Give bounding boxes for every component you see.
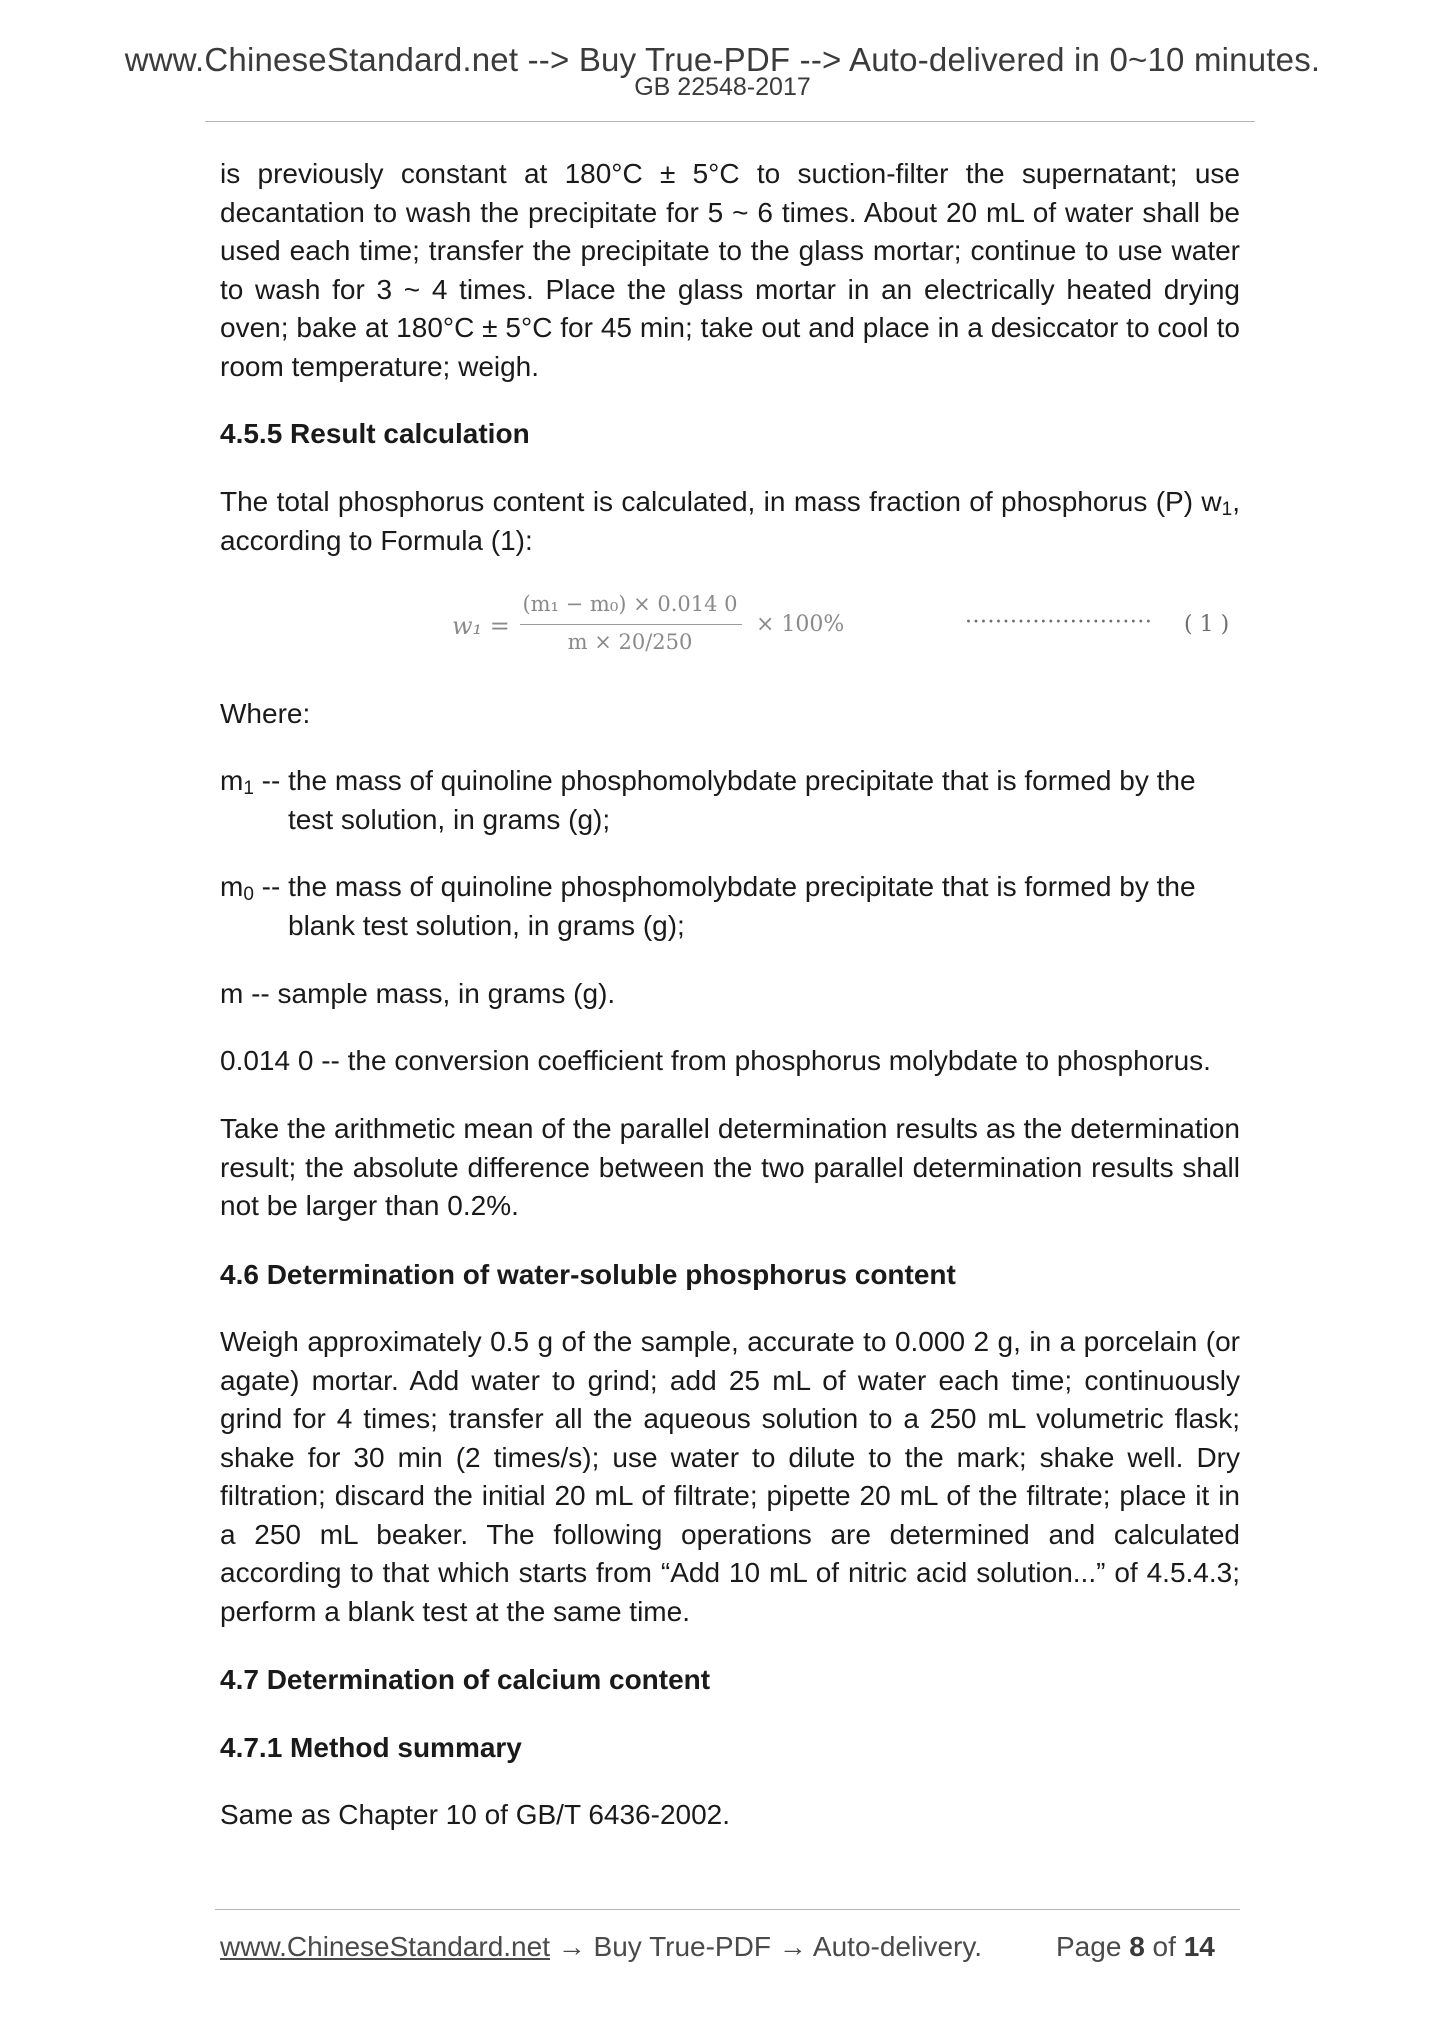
where-block <box>220 695 1240 734</box>
section-455 <box>220 415 1240 453</box>
water-paragraph: Weigh approximately 0.5 g of the sample, accurate to 0.000 2 g, in a porcelain (or agate) mortar. Add water to grind; add 25 mL of water each time; continuously grind for 4 times; transfer all the aqueous solution to a 250 mL volumetric flask; shake for 30 min (2 times/s); use water to dilute to the mark; shake well. Dry filtration; discard the initial 20 mL of filtrate; pipette 20 mL of the filtrate; place it in a 250 mL beaker. The following operations are determined and calculated according to that which starts from “Add 10 mL of nitric acid solution...” of 4.5.4.3; perform a blank test at the same time. <box>220 1326 1240 1627</box>
intro-paragraph: is previously constant at 180°C ± 5°C to suction-filter the supernatant; use decantation to wash the precipitate for 5 ~ 6 times. About 20 mL of water shall be used each time; transfer the precipitate to the glass mortar; continue to use water to wash for 3 ~ 4 times. Place the glass mortar in an electrically heated drying oven; bake at 180°C ± 5°C for 45 min; take out and place in a desiccator to cool to room temperature; weigh. <box>220 158 1240 382</box>
formula-lhs: w₁ = <box>452 612 510 640</box>
mean-block <box>220 1110 1240 1226</box>
definition-m <box>220 975 1250 1014</box>
def-m1-continuation: test solution, in grams (g); <box>288 803 611 835</box>
section-471 <box>220 1729 1240 1767</box>
formula-1 <box>450 592 1250 662</box>
def-m1-symbol: m <box>220 765 244 796</box>
calc-paragraph-sub: 1 <box>1221 499 1233 520</box>
footer-left <box>220 1929 982 1965</box>
formula-leader-dots: ························· <box>965 610 1153 635</box>
def-m0-sub: 0 <box>243 884 254 905</box>
def-m0-text: -- the mass of quinoline phosphomolybdate precipitate that is formed by the <box>253 871 1196 902</box>
calc-paragraph-post: , according to Formula (1): <box>220 486 1240 556</box>
calc-block <box>220 483 1240 560</box>
definition-m1 <box>220 762 1250 839</box>
footer-url-link[interactable]: www.ChineseStandard.net <box>220 1931 550 1962</box>
mean-paragraph: Take the arithmetic mean of the parallel determination results as the determination result; the absolute difference between the two parallel determination results shall not be larger than 0.2%. <box>220 1113 1240 1221</box>
calc-paragraph-pre: The total phosphorus content is calculated, in mass fraction of phosphorus (P) w <box>220 486 1222 517</box>
where-label: Where: <box>220 698 311 729</box>
def-coef-text: 0.014 0 -- the conversion coefficient from phosphorus molybdate to phosphorus. <box>220 1045 1211 1076</box>
formula-numerator: (m₁ − m₀) × 0.014 0 <box>522 592 738 616</box>
footer-tagline: → Buy True-PDF → Auto-delivery. <box>549 1931 983 1962</box>
method-block <box>220 1796 1240 1835</box>
of-label: of <box>1152 1931 1176 1962</box>
footer-divider <box>215 1909 1240 1910</box>
formula-multiplier: × 100% <box>756 612 845 637</box>
heading-4-5-5: 4.5.5 Result calculation <box>220 418 530 449</box>
page-indicator <box>1056 1929 1215 1965</box>
heading-4-7-1: 4.7.1 Method summary <box>220 1732 522 1763</box>
heading-4-7: 4.7 Determination of calcium content <box>220 1664 711 1695</box>
section-46 <box>220 1256 1240 1294</box>
page-label: Page <box>1056 1931 1122 1962</box>
header-banner: www.ChineseStandard.net --> Buy True-PDF --> Auto-delivered in 0~10 minutes. <box>124 41 1321 78</box>
total-pages: 14 <box>1183 1931 1215 1962</box>
def-m1-sub: 1 <box>243 778 254 799</box>
def-m0-symbol: m <box>220 871 244 902</box>
definition-coefficient <box>220 1042 1250 1081</box>
def-m-text: m -- sample mass, in grams (g). <box>220 978 616 1009</box>
heading-4-6: 4.6 Determination of water-soluble phosphorus content <box>220 1259 956 1290</box>
standard-code: GB 22548-2017 <box>634 73 811 101</box>
intro-block <box>220 155 1240 386</box>
def-m0-continuation: blank test solution, in grams (g); <box>288 909 685 941</box>
method-paragraph: Same as Chapter 10 of GB/T 6436-2002. <box>220 1799 731 1830</box>
def-m1-text: -- the mass of quinoline phosphomolybdate precipitate that is formed by the <box>253 765 1196 796</box>
calc-paragraph <box>220 483 1240 560</box>
formula-denominator: m × 20/250 <box>567 630 693 654</box>
water-block <box>220 1323 1240 1631</box>
page-number: 8 <box>1129 1931 1145 1962</box>
header-divider <box>205 121 1255 122</box>
formula-equation-number: ( 1 ) <box>1184 612 1230 637</box>
definition-m0 <box>220 868 1250 945</box>
section-47 <box>220 1661 1240 1699</box>
formula-fraction-bar <box>520 624 742 625</box>
